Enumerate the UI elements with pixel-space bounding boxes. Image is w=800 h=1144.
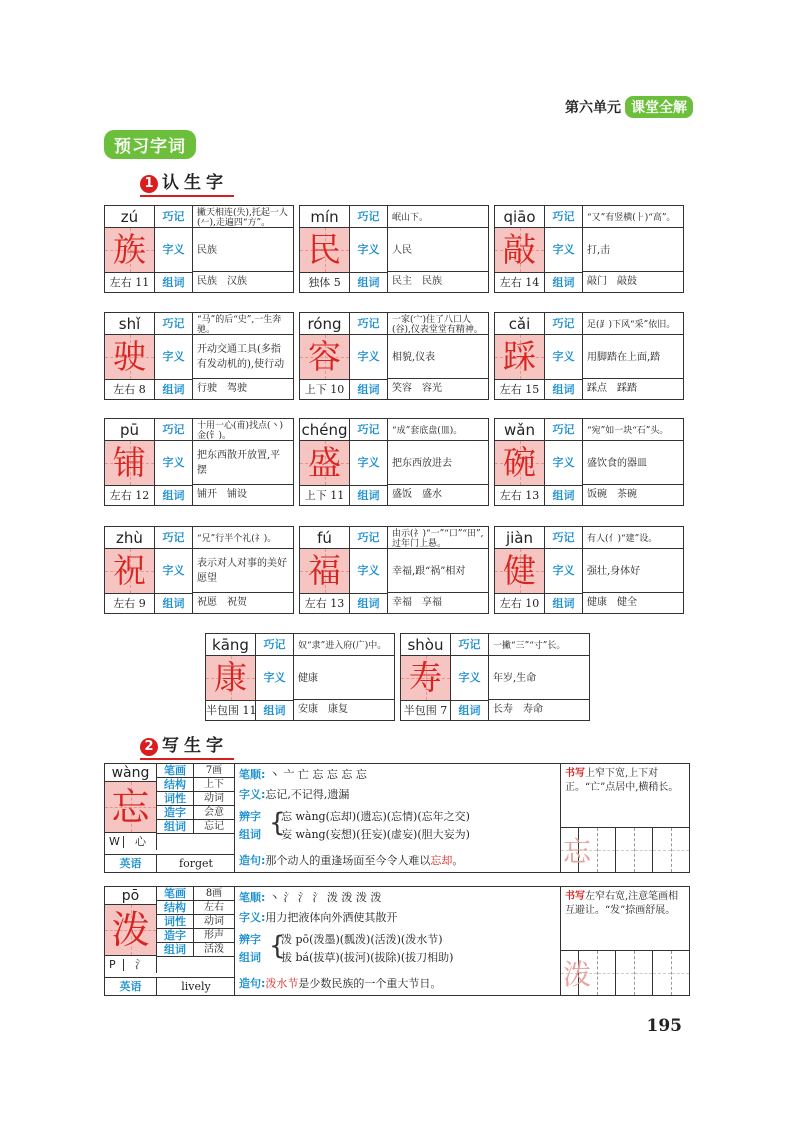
character-card xyxy=(299,312,489,400)
words-text: 民主 民族 xyxy=(392,276,442,287)
tip-text: “又”有竖横(⺊)“高”。 xyxy=(587,212,676,223)
section-title: 预习字词 xyxy=(104,130,196,159)
pinyin: kāng xyxy=(206,634,256,656)
pinyin: wǎn xyxy=(495,419,545,441)
meaning-text: 年岁,生命 xyxy=(493,672,537,684)
meaning-text: 开动交通工具(多指有发动机的),使行动 xyxy=(197,344,285,370)
form-label: 造字 xyxy=(157,806,193,820)
meaning-text: 盛饮食的器皿 xyxy=(587,457,647,469)
structure-strokes: 左右 15 xyxy=(495,379,545,399)
tip-text: “成”套底盘(皿)。 xyxy=(392,425,463,436)
character-card xyxy=(104,205,294,293)
character-card xyxy=(494,418,684,506)
character: 泼 xyxy=(105,905,157,955)
meaning-text: 健康 xyxy=(298,672,318,684)
structure-strokes: 上下 11 xyxy=(300,485,350,505)
meaning-label: 字义 xyxy=(350,441,388,485)
tip-text: “兄”行半个礼(礻)。 xyxy=(197,533,277,544)
tip-text: 足(⻊)下风“采”依旧。 xyxy=(587,319,676,330)
strokes-label: 笔画 xyxy=(157,887,193,901)
tip-text: 一撇“三”“寸”长。 xyxy=(493,640,566,651)
tip-label: 巧记 xyxy=(451,634,489,656)
pinyin: wàng xyxy=(105,764,157,782)
words-label: 组词 xyxy=(256,700,294,720)
pinyin: pū xyxy=(105,419,155,441)
pinyin: cǎi xyxy=(495,313,545,335)
words-label: 组词 xyxy=(155,379,193,399)
structure-label: 结构 xyxy=(157,778,193,792)
character: 盛 xyxy=(300,441,350,485)
words-label: 组词 xyxy=(545,593,583,613)
words-label: 组词 xyxy=(155,485,193,505)
page-number: 195 xyxy=(646,1016,682,1036)
words-text: 敲门 敲鼓 xyxy=(587,276,637,287)
structure-strokes: 上下 10 xyxy=(300,379,350,399)
character-card xyxy=(104,418,294,506)
form-value: 会意 xyxy=(193,806,234,820)
pinyin: zú xyxy=(105,206,155,228)
tip-text: 由示(礻)“一”“口”“田”,过年门上悬。 xyxy=(392,528,484,549)
structure-strokes: 左右 11 xyxy=(105,272,155,292)
words-text: 长寿 寿命 xyxy=(493,704,543,715)
character: 碗 xyxy=(495,441,545,485)
meaning-text: 把东西散开放置,平摆 xyxy=(197,450,281,476)
character-card xyxy=(104,312,294,400)
meaning-label: 字义 xyxy=(155,549,193,593)
words-label: 组词 xyxy=(545,272,583,292)
english-row: 英语 forget xyxy=(105,854,235,872)
sub-title-text: 写生字 xyxy=(162,736,228,756)
number-badge: 2 xyxy=(140,738,158,756)
meaning-text: 相貌,仪表 xyxy=(392,351,436,363)
meaning-label: 字义 xyxy=(451,656,489,700)
structure-label: 结构 xyxy=(157,901,193,915)
stroke-order: 笔顺: 丶 氵 氵 氵 泼 泼 泼 泼 xyxy=(239,891,382,904)
words-label: 组词 xyxy=(545,379,583,399)
tip-label: 巧记 xyxy=(545,206,583,228)
part-value: 动词 xyxy=(193,915,234,929)
pinyin: róng xyxy=(300,313,350,335)
radical: P 氵 xyxy=(105,955,157,973)
words-label: 组词 xyxy=(451,700,489,720)
distinguish-line-1: 忘 wàng(忘却)(遗忘)(忘情)(忘年之交) xyxy=(281,810,470,823)
stroke-order: 笔顺: 丶 亠 亡 忘 忘 忘 忘 xyxy=(239,768,367,781)
part-label: 词性 xyxy=(157,915,193,929)
practice-grid[interactable]: 忘 xyxy=(561,827,689,872)
character-card xyxy=(299,205,489,293)
strokes-label: 笔画 xyxy=(157,764,193,778)
number-badge: 1 xyxy=(140,175,158,193)
structure-value: 左右 xyxy=(193,901,234,915)
meaning-text: 民族 xyxy=(197,244,217,256)
meaning-label: 字义 xyxy=(350,228,388,272)
distinguish-line-2: 拔 bá(拔草)(拔河)(拔除)(拔刀相助) xyxy=(281,951,454,964)
meaning-text: 用脚踏在上面,踏 xyxy=(587,351,661,363)
words-text: 民族 汉族 xyxy=(197,276,247,287)
character: 族 xyxy=(105,228,155,272)
structure-strokes: 左右 14 xyxy=(495,272,545,292)
character: 驶 xyxy=(105,335,155,379)
tip-text: 十用一心(甫)找点(丶)金(钅)。 xyxy=(197,420,284,441)
tip-label: 巧记 xyxy=(155,419,193,441)
character: 祝 xyxy=(105,549,155,593)
character-card xyxy=(205,633,395,721)
words-text: 盛饭 盛水 xyxy=(392,489,442,500)
pinyin: chéng xyxy=(300,419,350,441)
meaning-text: 表示对人对事的美好愿望 xyxy=(197,558,287,584)
words-label: 组词 xyxy=(350,379,388,399)
character-card xyxy=(494,312,684,400)
character: 铺 xyxy=(105,441,155,485)
distinguish-label: 辨字 xyxy=(239,933,261,946)
tip-label: 巧记 xyxy=(545,419,583,441)
structure-strokes: 左右 12 xyxy=(105,485,155,505)
structure-strokes: 左右 10 xyxy=(495,593,545,613)
structure-value: 上下 xyxy=(193,778,234,792)
unit-badge: 课堂全解 xyxy=(625,96,693,118)
meaning-text: 强壮,身体好 xyxy=(587,565,641,577)
sub-title-text: 认生字 xyxy=(162,173,228,193)
words-label: 组词 xyxy=(155,272,193,292)
tip-label: 巧记 xyxy=(155,206,193,228)
form-label: 造字 xyxy=(157,929,193,943)
meaning-label: 字义 xyxy=(545,549,583,593)
words-label: 组词 xyxy=(545,485,583,505)
words-value: 忘记 xyxy=(193,820,234,834)
tip-text: 奴“隶”进入府(广)中。 xyxy=(298,640,387,651)
sentence-row: 造句:泼水节是少数民族的一个重大节日。 xyxy=(239,977,442,990)
pinyin: qiāo xyxy=(495,206,545,228)
pinyin: fú xyxy=(300,527,350,549)
structure-strokes: 独体 5 xyxy=(300,272,350,292)
meaning-label: 字义 xyxy=(545,441,583,485)
strokes-value: 7画 xyxy=(193,764,234,778)
tip-text: 撇天相连(失),托起一人(𠂉),走遍四“方”。 xyxy=(197,207,288,228)
character-card xyxy=(299,526,489,614)
tip-text: 有人(亻)“建”设。 xyxy=(587,533,658,544)
words-text: 安康 康复 xyxy=(298,704,348,715)
meaning-text: 人民 xyxy=(392,244,412,256)
words-text: 笑容 容光 xyxy=(392,383,442,394)
pinyin: pō xyxy=(105,887,157,905)
tip-label: 巧记 xyxy=(545,527,583,549)
tip-label: 巧记 xyxy=(256,634,294,656)
meaning-text: 幸福,跟“祸”相对 xyxy=(392,565,466,577)
sub-title-read xyxy=(140,168,228,193)
unit-label: 第六单元 xyxy=(565,100,621,116)
words-label: 组词 xyxy=(239,951,261,964)
meaning-label: 字义 xyxy=(155,441,193,485)
writing-card: wàng 忘 W 心 笔画 7画 结构 上下 词性 动词 造字 会意 组词 忘记 英语 forget 笔顺: 丶 亠 亡 忘 忘 忘 忘 字义:忘记,不记得,遗漏 辨字 组词 { 忘 wàng(忘却)(遗忘)(忘情)(忘年之交) 妄 wàng(妄想)(狂妄)(虚妄)(胆大妄为) 造句:那个动人的重逢场面至今令人难以忘却。 书写上窄下宽,上下对正。“亡”点居中,横稍长。 忘 xyxy=(104,763,690,873)
meaning-label: 字义 xyxy=(350,549,388,593)
english-row: 英语 lively xyxy=(105,977,235,995)
words-text: 行驶 驾驶 xyxy=(197,383,247,394)
character-card xyxy=(299,418,489,506)
words-label: 组词 xyxy=(157,943,193,957)
distinguish-line-1: 泼 pō(泼墨)(瓢泼)(活泼)(泼水节) xyxy=(281,933,443,946)
tip-label: 巧记 xyxy=(155,527,193,549)
character: 忘 xyxy=(105,782,157,832)
words-text: 健康 健全 xyxy=(587,597,637,608)
structure-strokes: 半包围 7 xyxy=(401,700,451,720)
writing-card: pō 泼 P 氵 笔画 8画 结构 左右 词性 动词 造字 形声 组词 活泼 英语 lively 笔顺: 丶 氵 氵 氵 泼 泼 泼 泼 字义:用力把液体向外洒使其散开 辨字 组词 { 泼 pō(泼墨)(瓢泼)(活泼)(泼水节) 拔 bá(拔草)(拔河)(拔除)(拔刀相助) 造句:泼水节是少数民族的一个重大节日。 书写左窄右宽,注意笔画相互避让。“发”捺画舒展。 泼 xyxy=(104,886,690,996)
structure-strokes: 左右 8 xyxy=(105,379,155,399)
tip-text: 岷山下。 xyxy=(392,212,429,223)
character-card xyxy=(104,526,294,614)
meaning-row: 字义:忘记,不记得,遗漏 xyxy=(239,788,350,801)
pinyin: zhù xyxy=(105,527,155,549)
structure-strokes: 半包围 11 xyxy=(206,700,256,720)
tip-label: 巧记 xyxy=(350,206,388,228)
pinyin: shǐ xyxy=(105,313,155,335)
meaning-text: 把东西放进去 xyxy=(392,457,452,469)
pinyin: jiàn xyxy=(495,527,545,549)
words-label: 组词 xyxy=(350,272,388,292)
character: 敲 xyxy=(495,228,545,272)
tip-label: 巧记 xyxy=(350,419,388,441)
words-label: 组词 xyxy=(155,593,193,613)
character: 民 xyxy=(300,228,350,272)
practice-grid[interactable]: 泼 xyxy=(561,950,689,995)
tip-label: 巧记 xyxy=(155,313,193,335)
part-value: 动词 xyxy=(193,792,234,806)
tip-text: “宛”如一块“石”头。 xyxy=(587,425,669,436)
words-label: 组词 xyxy=(350,485,388,505)
meaning-label: 字义 xyxy=(545,228,583,272)
tip-label: 巧记 xyxy=(350,313,388,335)
pinyin: mín xyxy=(300,206,350,228)
words-label: 组词 xyxy=(239,828,261,841)
distinguish-line-2: 妄 wàng(妄想)(狂妄)(虚妄)(胆大妄为) xyxy=(281,828,470,841)
tip-label: 巧记 xyxy=(545,313,583,335)
meaning-label: 字义 xyxy=(155,335,193,379)
character: 容 xyxy=(300,335,350,379)
character: 寿 xyxy=(401,656,451,700)
sub-title-write xyxy=(140,731,228,756)
words-label: 组词 xyxy=(157,820,193,834)
character: 踩 xyxy=(495,335,545,379)
character: 康 xyxy=(206,656,256,700)
words-text: 幸福 享福 xyxy=(392,597,442,608)
meaning-label: 字义 xyxy=(155,228,193,272)
sentence-row: 造句:那个动人的重逢场面至今令人难以忘却。 xyxy=(239,854,464,867)
meaning-label: 字义 xyxy=(545,335,583,379)
tip-label: 巧记 xyxy=(350,527,388,549)
meaning-label: 字义 xyxy=(350,335,388,379)
words-label: 组词 xyxy=(350,593,388,613)
distinguish-label: 辨字 xyxy=(239,810,261,823)
meaning-label: 字义 xyxy=(256,656,294,700)
form-value: 形声 xyxy=(193,929,234,943)
words-text: 踩点 踩踏 xyxy=(587,383,637,394)
tip-text: 一家(宀)住了八口人(谷),仪表堂堂有精神。 xyxy=(392,314,483,335)
words-text: 祝愿 祝贺 xyxy=(197,597,247,608)
words-text: 铺开 铺设 xyxy=(197,489,247,500)
writing-note: 书写上窄下宽,上下对正。“亡”点居中,横稍长。 xyxy=(565,768,679,793)
meaning-row: 字义:用力把液体向外洒使其散开 xyxy=(239,911,398,924)
character-card xyxy=(400,633,590,721)
structure-strokes: 左右 13 xyxy=(495,485,545,505)
radical: W 心 xyxy=(105,832,157,850)
structure-strokes: 左右 13 xyxy=(300,593,350,613)
words-value: 活泼 xyxy=(193,943,234,957)
character-card xyxy=(494,205,684,293)
tip-text: “马”的后“史”,一生奔驰。 xyxy=(197,314,282,335)
unit-header xyxy=(565,96,693,118)
part-label: 词性 xyxy=(157,792,193,806)
character: 健 xyxy=(495,549,545,593)
meaning-text: 打,击 xyxy=(587,244,611,256)
strokes-value: 8画 xyxy=(193,887,234,901)
character: 福 xyxy=(300,549,350,593)
writing-note: 书写左窄右宽,注意笔画相互避让。“发”捺画舒展。 xyxy=(565,891,679,916)
structure-strokes: 左右 9 xyxy=(105,593,155,613)
pinyin: shòu xyxy=(401,634,451,656)
words-text: 饭碗 茶碗 xyxy=(587,489,637,500)
character-card xyxy=(494,526,684,614)
